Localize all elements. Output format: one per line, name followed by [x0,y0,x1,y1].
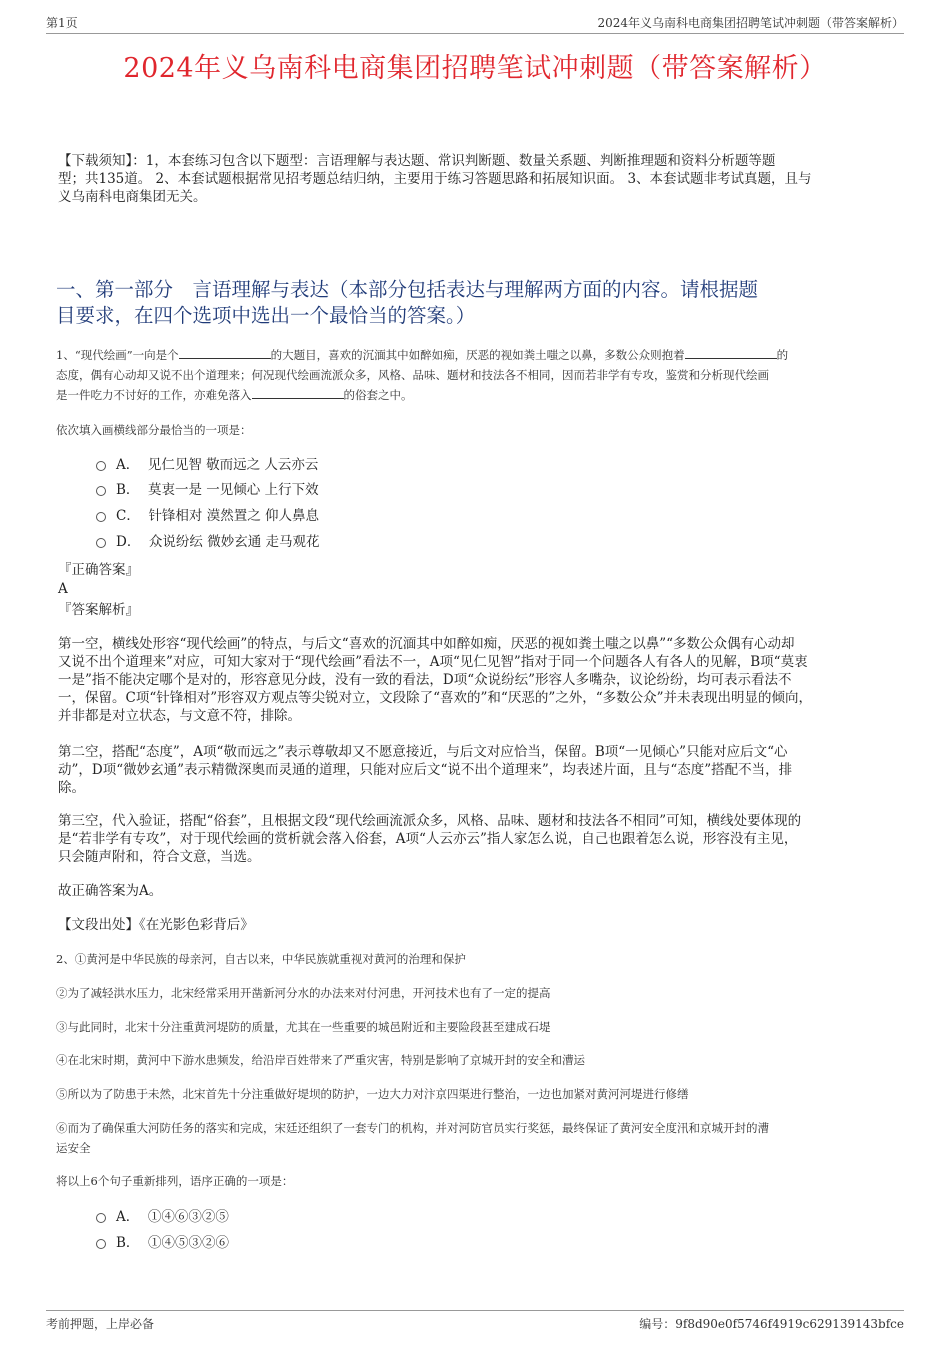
analysis-label: 『答案解析』 [58,602,139,618]
question-2-sentence-5: ⑤所以为了防患于未然，北宋首先十分注重做好堤坝的防护，一边大力对汴京四渠进行整治，一边也加紧对黄河河堤进行修缮 [56,1087,689,1101]
footer-rule [46,1310,904,1311]
option-b[interactable]: B． 莫衷一是 一见倾心 上行下效 [96,481,319,499]
notice-line-1: 【下载须知】：1，本套练习包含以下题型：言语理解与表达题、常识判断题、数量关系题、判断推理题和资料分析题等题 [58,153,776,169]
download-notice [58,152,908,206]
fill-blank-1 [179,347,271,359]
section-heading-line-2: 目要求，在四个选项中选出一个最恰当的答案。） [56,304,476,327]
document-title: 2024年义乌南科电商集团招聘笔试冲刺题（带答案解析） [123,53,827,84]
notice-line-2: 型；共135道。 2、本套试题根据常见招考题总结归纳，主要用于练习答题思路和拓展知识面。 3、本套试题非考试真题，且与 [58,171,812,187]
fill-blank-2 [685,347,777,359]
radio-icon[interactable] [96,461,106,471]
question-1-stem: 1、“现代绘画”一向是个 的大题目，喜欢的沉湎其中如醉如痴，厌恶的视如粪土嗤之以鼻，多数公众则抱着 的 态度，偶有心动却又说不出个道理来；何况现代绘画流派众多，风格、品味、题材和技法各不相同，因而若非学有专攻，鉴赏和分析现代绘画 是一件吃力不讨好的工作，亦难免落入 的俗套之中。 [56,348,789,402]
fill-blank-3 [252,387,344,399]
q2-option-b[interactable]: B． ①④⑤③②⑥ [96,1234,229,1252]
option-a[interactable]: A． 见仁见智 敬而远之 人云亦云 [96,456,318,474]
radio-icon[interactable] [96,486,106,496]
footer-slogan: 考前押题，上岸必备 [46,1317,155,1331]
analysis-paragraph-3: 第三空，代入验证，搭配“俗套”，且根据文段“现代绘画流派众多，风格、品味、题材和技法各不相同”可知，横线处要体现的 是“若非学有专攻”，对于现代绘画的赏析就会落入俗套，A项“人云亦云”指人家怎么说，自己也跟着怎么说，形容没有主见， 只会随声附和，符合文意，当选。 [58,813,802,865]
q2-option-a[interactable]: A． ①④⑥③②⑤ [96,1208,229,1226]
source-note: 【文段出处】《在光影色彩背后》 [58,917,254,933]
section-heading [56,277,916,329]
option-d[interactable]: D． 众说纷纭 微妙玄通 走马观花 [96,533,320,551]
analysis-paragraph-1: 第一空，横线处形容“现代绘画”的特点，与后文“喜欢的沉湎其中如醉如痴，厌恶的视如粪土嗤之以鼻”“多数公众偶有心动却 又说不出个道理来”对应，可知大家对于“现代绘画”看法不一，A项“见仁见智”指对于同一个问题各人有各人的见解，B项“莫衷 一是”指不能决定哪个是对的，形容意见分歧，没有一致的看法，D项“众说纷纭”形容人多嘴杂，议论纷纷，均可表示看法不 一，保留。C项“针锋相对”形容双方观点等尖锐对立，文段除了“喜欢的”和“厌恶的”之外，“多数公众”并未表现出明显的倾向， 并非都是对立状态，与文意不符，排除。 [58,636,813,724]
radio-icon[interactable] [96,512,106,522]
question-2-sentence-6: ⑥而为了确保重大河防任务的落实和完成，宋廷还组织了一套专门的机构，并对河防官员实行奖惩，最终保证了黄河安全度汛和京城开封的漕 运安全 [56,1121,769,1155]
section-heading-line-1: 一、第一部分 言语理解与表达（本部分包括表达与理解两方面的内容。请根据题 [56,278,759,301]
header-rule [46,33,904,34]
footer-serial: 编号：9f8d90e0f5746f4919c629139143bfce [639,1317,904,1331]
page-number: 第1页 [46,16,78,30]
answer-label: 『正确答案』 [58,562,139,578]
question-2-sentence-4: ④在北宋时期，黄河中下游水患频发，给沿岸百姓带来了严重灾害，特别是影响了京城开封的安全和漕运 [56,1053,585,1067]
header-doc-title: 2024年义乌南科电商集团招聘笔试冲刺题（带答案解析） [597,16,904,30]
notice-line-3: 义乌南科电商集团无关。 [58,189,207,205]
question-2-sentence-1: 2、①黄河是中华民族的母亲河，自古以来，中华民族就重视对黄河的治理和保护 [56,952,466,966]
analysis-paragraph-2: 第二空，搭配“态度”，A项“敬而远之”表示尊敬却又不愿意接近，与后文对应恰当，保留。B项“一见倾心”只能对应后文“心 动”，D项“微妙玄通”表示精微深奥而灵通的道理，只能对应后文“说不出个道理来”，均表述片面，且与“态度”搭配不当，排 除。 [58,744,793,796]
option-c[interactable]: C． 针锋相对 漠然置之 仰人鼻息 [96,507,319,525]
conclusion: 故正确答案为A。 [58,883,163,899]
radio-icon[interactable] [96,1239,106,1249]
question-2-prompt: 将以上6个句子重新排列，语序正确的一项是： [56,1174,294,1188]
radio-icon[interactable] [96,1213,106,1223]
question-2-sentence-3: ③与此同时，北宋十分注重黄河堤防的质量，尤其在一些重要的城邑附近和主要险段甚至建成石堤 [56,1020,551,1034]
question-1-prompt: 依次填入画横线部分最恰当的一项是： [56,423,252,437]
question-2-sentence-2: ②为了减轻洪水压力，北宋经常采用开凿新河分水的办法来对付河患，开河技术也有了一定的提高 [56,986,551,1000]
answer-value: A [58,581,68,597]
radio-icon[interactable] [96,538,106,548]
